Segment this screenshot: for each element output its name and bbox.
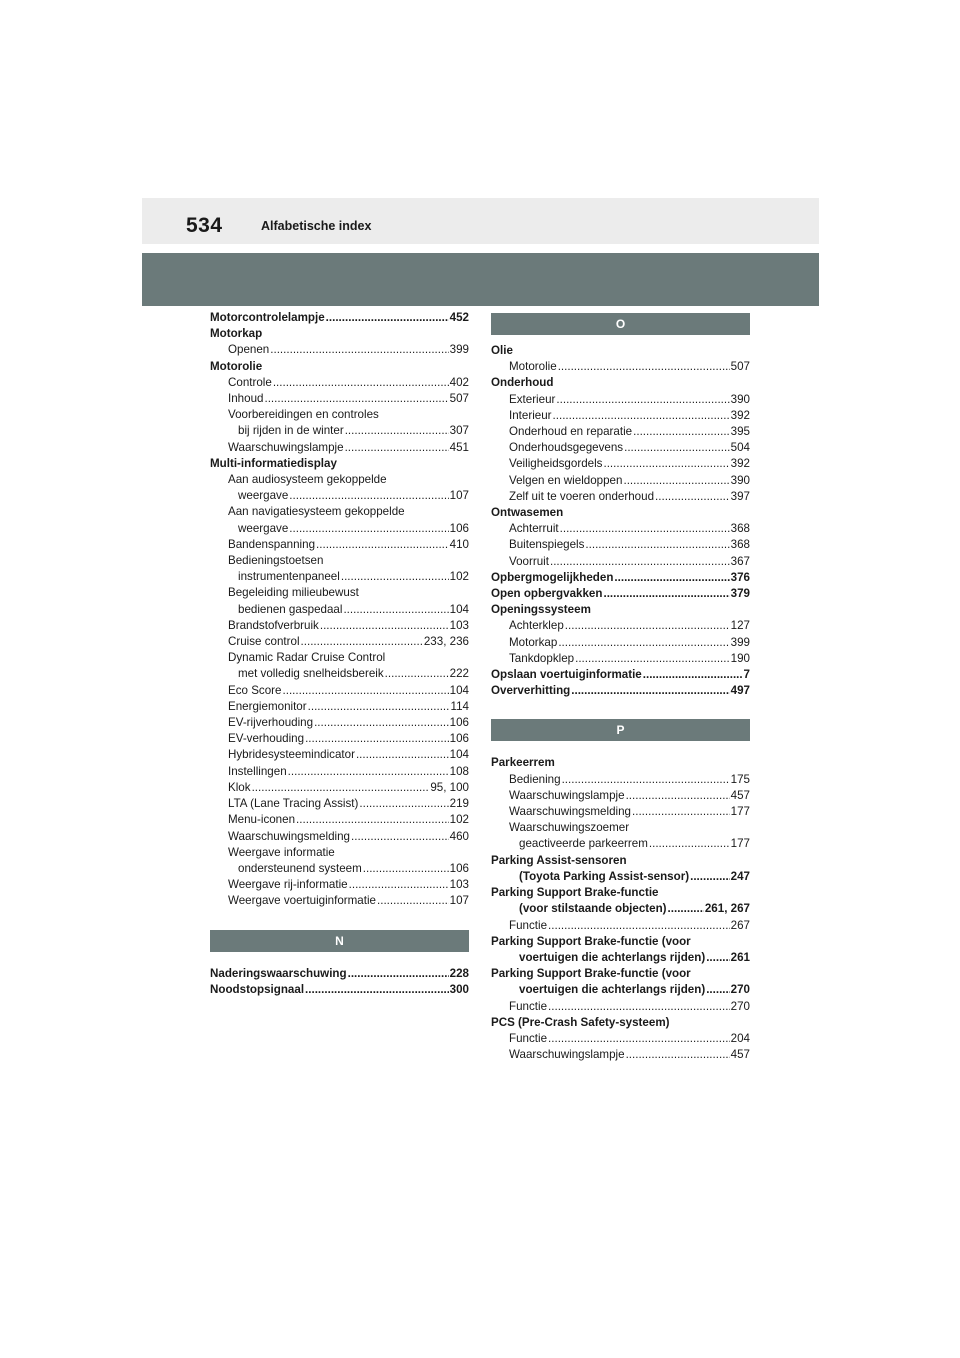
leader-dots: [690, 869, 730, 885]
entry-page: 504: [730, 441, 750, 455]
entry-label: Waarschuwingsmelding: [509, 805, 632, 819]
entry-page: 175: [730, 772, 750, 786]
index-entry: [491, 1031, 750, 1047]
leader-dots: [296, 812, 449, 828]
entry-label: met volledig snelheidsbereik: [238, 667, 384, 681]
entry-page: 114: [450, 699, 469, 713]
entry-page: 261, 267: [704, 902, 750, 916]
leader-dots: [343, 602, 448, 618]
leader-dots: [558, 635, 729, 651]
entry-label: Motorcontrolelampje: [210, 311, 325, 324]
index-column-left: [210, 310, 469, 998]
entry-label: Exterieur: [509, 392, 556, 406]
index-heading: Parkeerrem: [491, 756, 555, 770]
entry-label: Menu-iconen: [228, 813, 296, 827]
entry-page: 457: [730, 1048, 750, 1062]
leader-dots: [655, 489, 730, 505]
leader-dots: [314, 715, 449, 731]
index-entry: [210, 634, 469, 650]
entry-page: 507: [449, 392, 469, 406]
index-entry: [491, 408, 750, 424]
index-heading: Parking Support Brake-functie (voor: [491, 934, 691, 948]
index-entry: [491, 392, 750, 408]
leader-dots: [273, 375, 449, 391]
leader-dots: [614, 570, 729, 586]
index-entry: [491, 521, 750, 537]
entry-page: 452: [449, 311, 469, 324]
entry-page: 204: [730, 1031, 750, 1045]
entry-page: 104: [449, 683, 469, 697]
index-entry: [210, 342, 469, 358]
entry-label: Weergave rij-informatie: [228, 878, 348, 892]
leader-dots: [548, 918, 730, 934]
entry-label: Hybridesysteemindicator: [228, 748, 355, 762]
index-heading: Onderhoud: [491, 376, 554, 390]
index-entry: [210, 666, 469, 682]
leader-dots: [548, 1031, 730, 1047]
entry-page: 127: [730, 619, 750, 633]
index-entry: [491, 950, 750, 966]
entry-label: Openen: [228, 343, 270, 357]
entry-label: voertuigen die achterlangs rijden): [519, 983, 706, 997]
entry-page: 104: [449, 748, 469, 762]
entry-label: Waarschuwingsmelding: [228, 829, 351, 843]
leader-dots: [264, 391, 448, 407]
leader-dots: [706, 982, 729, 998]
entry-label: Tankdopklep: [509, 651, 575, 665]
index-entry: [210, 488, 469, 504]
index-subheading: Aan navigatiesysteem gekoppelde: [228, 505, 405, 519]
entry-page: 104: [449, 602, 469, 616]
entry-label: Weergave voertuiginformatie: [228, 894, 377, 908]
entry-page: 102: [449, 813, 469, 827]
index-entry: [491, 586, 750, 602]
spacer: [491, 741, 750, 755]
leader-dots: [349, 877, 449, 893]
entry-label: Achterruit: [509, 522, 559, 536]
index-entry: [491, 982, 750, 998]
entry-label: Brandstofverbruik: [228, 618, 319, 632]
leader-dots: [643, 667, 743, 683]
index-subheading: Dynamic Radar Cruise Control: [228, 651, 386, 665]
entry-page: 399: [449, 343, 469, 357]
entry-page: 451: [449, 440, 469, 454]
entry-label: Open opbergvakken: [491, 587, 603, 601]
index-heading: Motorolie: [210, 359, 263, 373]
entry-label: EV-verhouding: [228, 732, 305, 746]
index-entry: [491, 635, 750, 651]
leader-dots: [571, 683, 729, 699]
index-entry: [210, 440, 469, 456]
entry-page: 107: [449, 894, 469, 908]
entry-page: 190: [730, 651, 750, 665]
leader-dots: [624, 440, 730, 456]
entry-label: voertuigen die achterlangs rijden): [519, 950, 706, 964]
entry-page: 410: [449, 537, 469, 551]
entry-page: 307: [449, 424, 469, 438]
leader-dots: [301, 634, 423, 650]
entry-label: Opbergmogelijkheden: [491, 570, 614, 584]
entry-page: 106: [449, 521, 469, 535]
entry-label: Cruise control: [228, 635, 300, 649]
entry-page: 95, 100: [430, 780, 469, 794]
leader-dots: [345, 440, 449, 456]
index-entry: [210, 747, 469, 763]
entry-label: instrumentenpaneel: [238, 570, 340, 584]
leader-dots: [556, 392, 729, 408]
index-entry: [210, 618, 469, 634]
index-entry: [491, 424, 750, 440]
index-entry: [491, 473, 750, 489]
page-number: 534: [186, 214, 223, 237]
leader-dots: [305, 982, 449, 998]
entry-label: Bandenspanning: [228, 537, 316, 551]
entry-page: 103: [449, 878, 469, 892]
index-entry: [491, 537, 750, 553]
index-subheading: Aan audiosysteem gekoppelde: [228, 473, 387, 487]
leader-dots: [575, 651, 730, 667]
index-entry: [491, 836, 750, 852]
leader-dots: [548, 999, 730, 1015]
leader-dots: [308, 699, 450, 715]
entry-label: Onderhoudsgegevens: [509, 441, 624, 455]
entry-page: 270: [730, 999, 750, 1013]
index-column-right: [491, 313, 750, 1063]
entry-label: Functie: [509, 1031, 548, 1045]
leader-dots: [351, 829, 449, 845]
leader-dots: [649, 836, 730, 852]
header-bar: [142, 198, 819, 244]
entry-label: Motorkap: [509, 635, 558, 649]
spacer: [210, 910, 469, 930]
spacer: [491, 699, 750, 719]
index-entry: [491, 570, 750, 586]
index-entry: [210, 796, 469, 812]
entry-label: Controle: [228, 375, 272, 389]
index-entry: [210, 861, 469, 877]
leader-dots: [345, 423, 449, 439]
leader-dots: [603, 456, 729, 472]
entry-page: 177: [730, 837, 750, 851]
entry-label: (voor stilstaande objecten): [519, 902, 667, 916]
index-subheading: Bedieningstoetsen: [228, 554, 324, 568]
leader-dots: [603, 586, 729, 602]
letter-heading-p: P: [491, 719, 750, 741]
leader-dots: [560, 521, 730, 537]
entry-label: Interieur: [509, 408, 552, 422]
entry-page: 397: [730, 489, 750, 503]
entry-page: 233, 236: [423, 635, 469, 649]
entry-label: Naderingswaarschuwing: [210, 966, 347, 980]
index-heading: Parking Assist-sensoren: [491, 853, 627, 867]
leader-dots: [359, 796, 448, 812]
entry-label: EV-rijverhouding: [228, 716, 314, 730]
index-entry: [491, 554, 750, 570]
leader-dots: [623, 473, 729, 489]
letter-heading-o: O: [491, 313, 750, 335]
entry-page: 177: [730, 805, 750, 819]
leader-dots: [289, 521, 448, 537]
leader-dots: [550, 554, 730, 570]
entry-page: 103: [449, 618, 469, 632]
index-heading: Parking Support Brake-functie: [491, 886, 659, 900]
entry-label: Energiemonitor: [228, 699, 307, 713]
entry-label: weergave: [238, 521, 289, 535]
entry-label: Achterklep: [509, 619, 564, 633]
index-entry: [210, 764, 469, 780]
entry-page: 392: [730, 457, 750, 471]
entry-page: 106: [449, 732, 469, 746]
leader-dots: [305, 731, 449, 747]
entry-label: weergave: [238, 489, 289, 503]
index-entry: [210, 780, 469, 796]
leader-dots: [558, 359, 730, 375]
entry-label: Voorruit: [509, 554, 549, 568]
entry-label: Waarschuwingslampje: [228, 440, 344, 454]
entry-label: (Toyota Parking Assist-sensor): [519, 869, 690, 883]
leader-dots: [270, 342, 448, 358]
leader-dots: [341, 569, 449, 585]
entry-page: 261: [730, 950, 750, 964]
index-entry: [210, 877, 469, 893]
section-title: Alfabetische index: [261, 219, 372, 233]
leader-dots: [585, 537, 729, 553]
entry-page: 106: [449, 716, 469, 730]
entry-page: 108: [449, 764, 469, 778]
leader-dots: [283, 683, 449, 699]
leader-dots: [553, 408, 730, 424]
index-entry: [210, 423, 469, 439]
index-heading: Multi-informatiedisplay: [210, 456, 337, 470]
entry-label: Waarschuwingslampje: [509, 1048, 625, 1062]
leader-dots: [562, 772, 730, 788]
index-entry: [210, 310, 469, 326]
entry-label: Velgen en wieldoppen: [509, 473, 623, 487]
entry-page: 368: [730, 522, 750, 536]
index-heading: Parking Support Brake-functie (voor: [491, 967, 691, 981]
entry-page: 395: [730, 425, 750, 439]
index-entry: [210, 602, 469, 618]
leader-dots: [252, 780, 430, 796]
entry-page: 107: [449, 489, 469, 503]
entry-page: 222: [449, 667, 469, 681]
index-entry: [491, 1047, 750, 1063]
entry-label: Klok: [228, 780, 251, 794]
entry-page: 457: [730, 788, 750, 802]
index-heading: Motorkap: [210, 327, 263, 341]
entry-page: 402: [449, 375, 469, 389]
leader-dots: [316, 537, 449, 553]
header-band: [142, 253, 819, 306]
index-entry: [491, 804, 750, 820]
entry-page: 270: [730, 983, 750, 997]
entry-page: 368: [730, 538, 750, 552]
entry-label: Waarschuwingslampje: [509, 788, 625, 802]
index-entry: [491, 788, 750, 804]
leader-dots: [706, 950, 729, 966]
index-entry: [491, 999, 750, 1015]
leader-dots: [626, 788, 730, 804]
entry-label: Functie: [509, 918, 548, 932]
entry-label: ondersteunend systeem: [238, 861, 362, 875]
entry-page: 7: [743, 668, 750, 682]
index-entry: [491, 359, 750, 375]
leader-dots: [348, 966, 449, 982]
leader-dots: [289, 488, 448, 504]
index-subheading: Waarschuwingszoemer: [509, 821, 630, 835]
index-entry: [210, 537, 469, 553]
index-entry: [491, 772, 750, 788]
spacer: [210, 952, 469, 966]
index-entry: [491, 440, 750, 456]
entry-page: 106: [449, 861, 469, 875]
entry-label: Inhoud: [228, 392, 264, 406]
entry-label: Onderhoud en reparatie: [509, 425, 633, 439]
index-entry: [210, 812, 469, 828]
index-entry: [210, 731, 469, 747]
spacer: [491, 335, 750, 343]
entry-page: 460: [449, 829, 469, 843]
entry-page: 300: [449, 982, 469, 996]
leader-dots: [385, 666, 449, 682]
entry-label: Functie: [509, 999, 548, 1013]
index-entry: [210, 829, 469, 845]
leader-dots: [326, 310, 449, 326]
index-entry: [210, 715, 469, 731]
entry-page: 392: [730, 408, 750, 422]
entry-label: geactiveerde parkeerrem: [519, 837, 648, 851]
entry-label: Bediening: [509, 772, 561, 786]
index-entry: [491, 667, 750, 683]
index-entry: [491, 918, 750, 934]
index-entry: [491, 869, 750, 885]
entry-page: 390: [730, 392, 750, 406]
entry-page: 102: [449, 570, 469, 584]
index-entry: [210, 699, 469, 715]
entry-label: bedienen gaspedaal: [238, 602, 343, 616]
entry-label: Oververhitting: [491, 684, 571, 698]
entry-page: 399: [730, 635, 750, 649]
leader-dots: [633, 424, 730, 440]
index-entry: [210, 569, 469, 585]
index-entry: [491, 489, 750, 505]
index-entry: [491, 456, 750, 472]
index-entry: [491, 618, 750, 634]
index-entry: [210, 966, 469, 982]
leader-dots: [565, 618, 730, 634]
index-entry: [210, 521, 469, 537]
entry-label: LTA (Lane Tracing Assist): [228, 797, 359, 811]
leader-dots: [668, 901, 704, 917]
entry-label: Motorolie: [509, 360, 557, 374]
entry-label: Buitenspiegels: [509, 538, 585, 552]
leader-dots: [320, 618, 449, 634]
entry-label: Opslaan voertuiginformatie: [491, 668, 642, 682]
entry-page: 247: [730, 869, 750, 883]
entry-page: 367: [730, 554, 750, 568]
index-heading: PCS (Pre-Crash Safety-systeem): [491, 1015, 670, 1029]
entry-page: 497: [730, 684, 750, 698]
index-subheading: Weergave informatie: [228, 845, 335, 859]
index-entry: [210, 391, 469, 407]
entry-label: Noodstopsignaal: [210, 982, 305, 996]
index-subheading: Begeleiding milieubewust: [228, 586, 359, 600]
entry-label: Zelf uit te voeren onderhoud: [509, 489, 655, 503]
entry-label: bij rijden in de winter: [238, 424, 344, 438]
index-entry: [210, 893, 469, 909]
index-entry: [210, 982, 469, 998]
entry-label: Eco Score: [228, 683, 282, 697]
index-heading: Ontwasemen: [491, 506, 564, 520]
entry-page: 376: [730, 570, 750, 584]
index-heading: Olie: [491, 344, 513, 357]
entry-label: Veiligheidsgordels: [509, 457, 603, 471]
index-entry: [491, 683, 750, 699]
entry-page: 390: [730, 473, 750, 487]
index-entry: [210, 375, 469, 391]
entry-page: 379: [730, 587, 750, 601]
entry-page: 507: [730, 360, 750, 374]
leader-dots: [356, 747, 449, 763]
entry-label: Instellingen: [228, 764, 287, 778]
leader-dots: [377, 893, 449, 909]
index-subheading: Voorbereidingen en controles: [228, 408, 379, 422]
entry-page: 219: [449, 797, 469, 811]
entry-page: 228: [449, 966, 469, 980]
leader-dots: [288, 764, 449, 780]
leader-dots: [363, 861, 449, 877]
index-heading: Openingssysteem: [491, 603, 591, 617]
leader-dots: [632, 804, 730, 820]
leader-dots: [626, 1047, 730, 1063]
letter-heading-n: N: [210, 930, 469, 952]
entry-page: 267: [730, 918, 750, 932]
index-entry: [491, 901, 750, 917]
index-entry: [210, 683, 469, 699]
index-entry: [491, 651, 750, 667]
